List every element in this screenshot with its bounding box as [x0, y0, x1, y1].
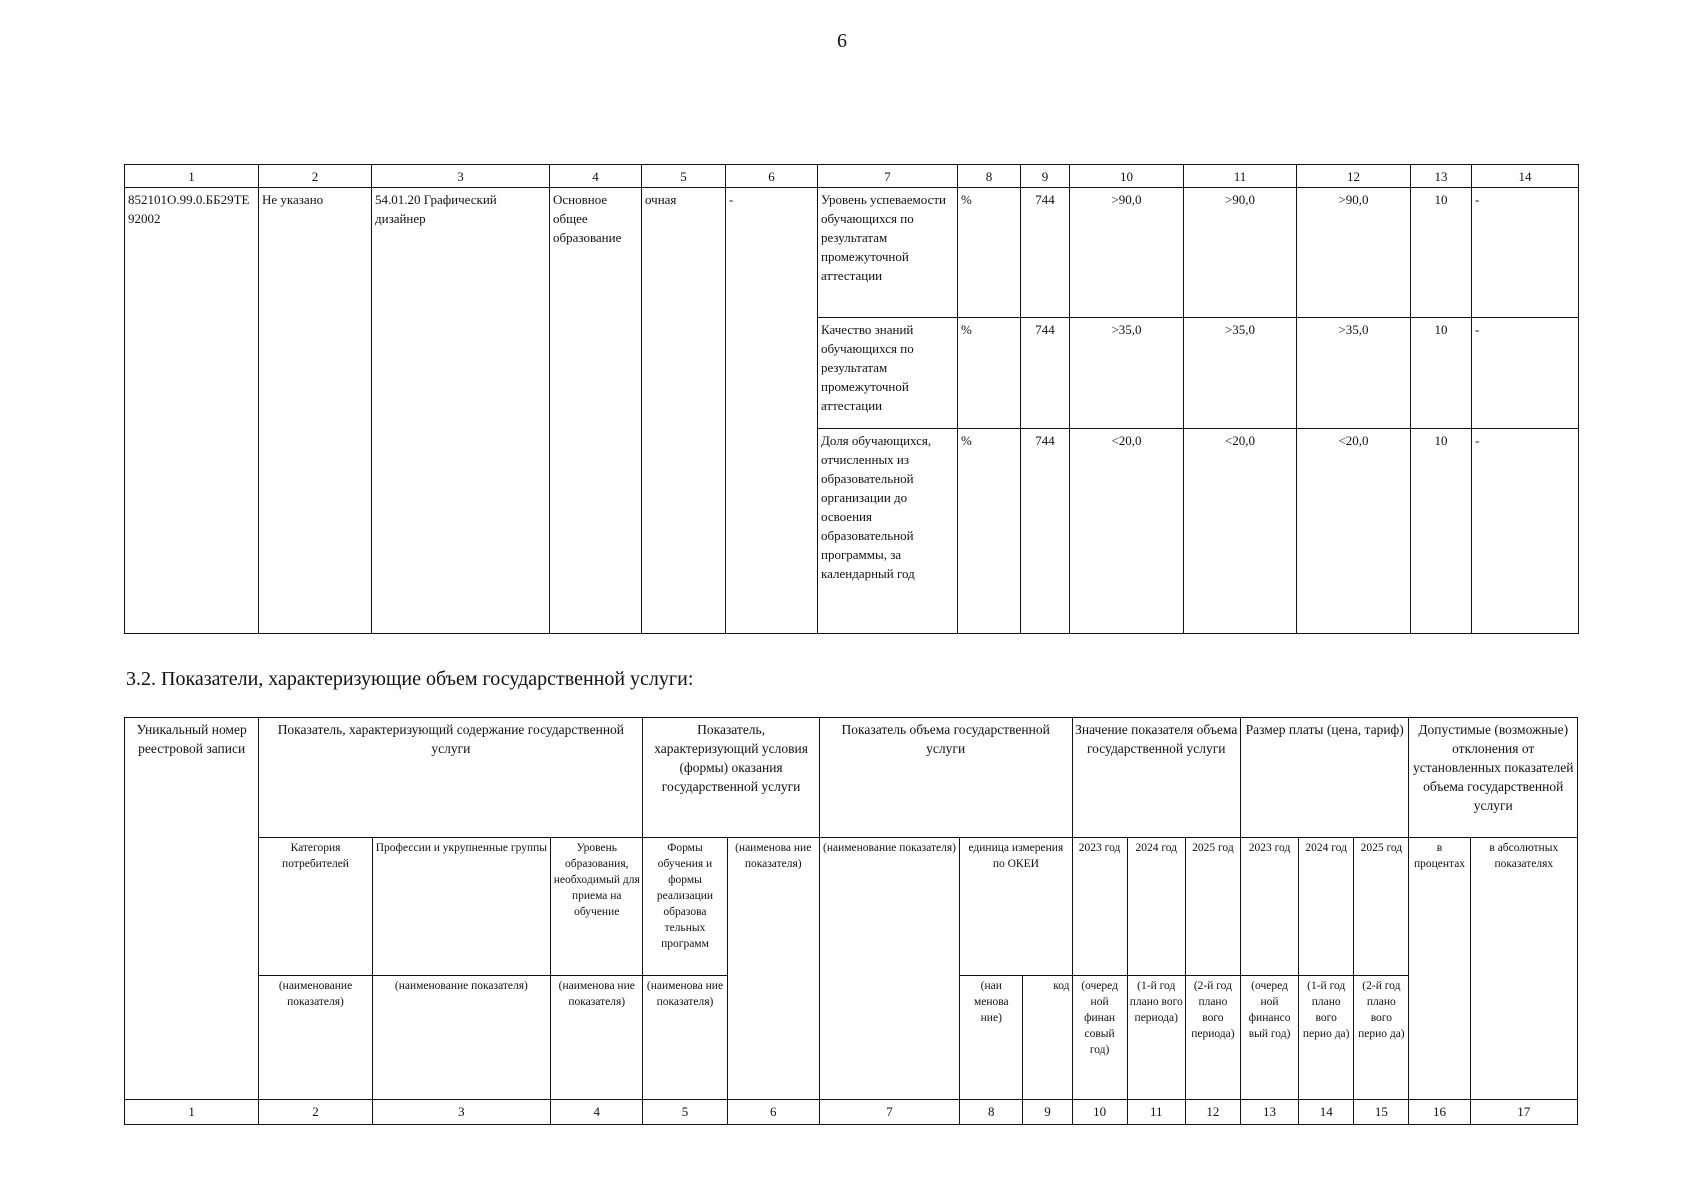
table-row [125, 188, 1579, 318]
period-label: (очеред ной финансо вый год) [1240, 976, 1298, 1100]
header-registry: Уникальный номер реестровой записи [125, 718, 259, 1100]
deviation-percent: 10 [1411, 429, 1472, 634]
sub-category: Категория потребителей [259, 838, 372, 976]
value-2025: >35,0 [1297, 318, 1411, 429]
value-2024: >35,0 [1184, 318, 1297, 429]
value-2023: >90,0 [1070, 188, 1184, 318]
period-label: (1-й год плано вого перио да) [1299, 976, 1354, 1100]
value-2025: <20,0 [1297, 429, 1411, 634]
period-label: (очеред ной финан совый год) [1072, 976, 1127, 1100]
table1-header-cell: 4 [550, 165, 642, 188]
table1-header-cell: 2 [259, 165, 372, 188]
section-heading: 3.2. Показатели, характеризующие объем государственной услуги: [126, 668, 694, 690]
unit-name: % [958, 188, 1021, 318]
okei-code: 744 [1021, 188, 1070, 318]
name-label: (наименование показателя) [372, 976, 550, 1100]
sub-name7: (наименование показателя) [819, 838, 959, 1100]
value-2024: >90,0 [1184, 188, 1297, 318]
column-number: 8 [960, 1100, 1023, 1125]
sub-percent: в процентах [1409, 838, 1470, 1100]
deviation-absolute: - [1472, 429, 1579, 634]
indicator-name: Качество знаний обучающихся по результатам промежуточной аттестации [818, 318, 958, 429]
unit-name: % [958, 318, 1021, 429]
unit-code-label: код [1023, 976, 1072, 1100]
table1-header-cell: 3 [372, 165, 550, 188]
table1-header-cell: 5 [642, 165, 726, 188]
profession: 54.01.20 Графический дизайнер [372, 188, 550, 634]
indicator-name: Уровень успеваемости обучающихся по результатам промежуточной аттестации [818, 188, 958, 318]
year-2024: 2024 год [1299, 838, 1354, 976]
year-2025: 2025 год [1185, 838, 1240, 976]
header-volume: Показатель объема государственной услуги [819, 718, 1072, 838]
period-label: (2-й год плано вого периода) [1185, 976, 1240, 1100]
sub-level: Уровень образования, необходимый для приема на обучение [551, 838, 643, 976]
year-2023: 2023 год [1072, 838, 1127, 976]
column-number: 3 [372, 1100, 550, 1125]
name-label: (наименова ние показателя) [643, 976, 727, 1100]
column-number: 16 [1409, 1100, 1470, 1125]
volume-indicators-table [124, 717, 1578, 1125]
value-2023: >35,0 [1070, 318, 1184, 429]
deviation-percent: 10 [1411, 318, 1472, 429]
quality-indicators-table [124, 164, 1579, 634]
column-number: 5 [643, 1100, 727, 1125]
table2-header-row [125, 718, 1578, 838]
sub-profession: Профессии и укрупненные группы [372, 838, 550, 976]
name-label: (наименование показателя) [259, 976, 372, 1100]
table1-header-cell: 11 [1184, 165, 1297, 188]
table1-header-cell: 7 [818, 165, 958, 188]
column-number: 6 [727, 1100, 819, 1125]
table1-header-cell: 13 [1411, 165, 1472, 188]
column-number: 1 [125, 1100, 259, 1125]
table2-number-row [125, 1100, 1578, 1125]
header-deviation: Допустимые (возможные) отклонения от установленных показателей объема государственной услуги [1409, 718, 1578, 838]
header-content: Показатель, характеризующий содержание государственной услуги [259, 718, 643, 838]
value-2025: >90,0 [1297, 188, 1411, 318]
column-number: 13 [1240, 1100, 1298, 1125]
header-fee: Размер платы (цена, тариф) [1240, 718, 1408, 838]
column-number: 14 [1299, 1100, 1354, 1125]
table1-header-cell: 8 [958, 165, 1021, 188]
sub-absolute: в абсолютных показателях [1470, 838, 1577, 1100]
education-level: Основное общее образование [550, 188, 642, 634]
column-number: 9 [1023, 1100, 1072, 1125]
sub-name6: (наименова ние показателя) [727, 838, 819, 1100]
page-number: 6 [837, 30, 847, 52]
sub-forms: Формы обучения и формы реализации образова тельных программ [643, 838, 727, 976]
table1-header-cell: 6 [726, 165, 818, 188]
table2-subheader-row [125, 838, 1578, 976]
table1-header-cell: 14 [1472, 165, 1579, 188]
column-number: 11 [1127, 1100, 1185, 1125]
column-number: 7 [819, 1100, 959, 1125]
okei-code: 744 [1021, 429, 1070, 634]
header-conditions: Показатель, характеризующий условия (формы) оказания государственной услуги [643, 718, 819, 838]
year-2024: 2024 год [1127, 838, 1185, 976]
column-number: 12 [1185, 1100, 1240, 1125]
study-form: очная [642, 188, 726, 634]
table1-header-cell: 1 [125, 165, 259, 188]
unit-name-label: (наи менова ние) [960, 976, 1023, 1100]
column-number: 4 [551, 1100, 643, 1125]
header-value: Значение показателя объема государственной услуги [1072, 718, 1240, 838]
deviation-absolute: - [1472, 318, 1579, 429]
column-number: 2 [259, 1100, 372, 1125]
year-2025: 2025 год [1354, 838, 1409, 976]
indicator-name: Доля обучающихся, отчисленных из образовательной организации до освоения образовательной программы, за календарный год [818, 429, 958, 634]
name-label: (наименова ние показателя) [551, 976, 643, 1100]
table1-header-cell: 12 [1297, 165, 1411, 188]
column-number: 10 [1072, 1100, 1127, 1125]
column-number: 15 [1354, 1100, 1409, 1125]
deviation-absolute: - [1472, 188, 1579, 318]
table1-header-row [125, 165, 1579, 188]
value-2024: <20,0 [1184, 429, 1297, 634]
registry-number: 852101О.99.0.ББ29ТЕ92002 [125, 188, 259, 634]
deviation-percent: 10 [1411, 188, 1472, 318]
col6-value: - [726, 188, 818, 634]
sub-unit: единица измерения по ОКЕИ [960, 838, 1072, 976]
unit-name: % [958, 429, 1021, 634]
period-label: (1-й год плано вого периода) [1127, 976, 1185, 1100]
okei-code: 744 [1021, 318, 1070, 429]
consumer-category: Не указано [259, 188, 372, 634]
year-2023: 2023 год [1240, 838, 1298, 976]
column-number: 17 [1470, 1100, 1577, 1125]
period-label: (2-й год плано вого перио да) [1354, 976, 1409, 1100]
table1-header-cell: 10 [1070, 165, 1184, 188]
table1-header-cell: 9 [1021, 165, 1070, 188]
value-2023: <20,0 [1070, 429, 1184, 634]
